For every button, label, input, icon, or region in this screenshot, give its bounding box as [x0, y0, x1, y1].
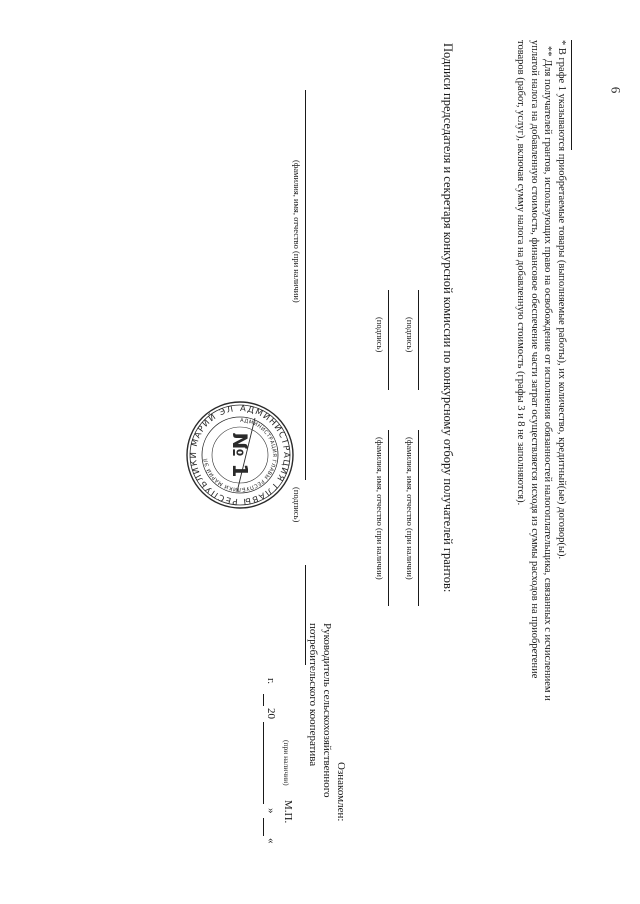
stamp-graphic: [185, 400, 295, 510]
date-year-prefix: 20: [265, 708, 277, 719]
secretary-signature-line: [388, 290, 389, 390]
head-signature-caption: (подпись): [292, 487, 302, 523]
official-stamp: [180, 400, 295, 510]
date-year-suffix: г.: [265, 678, 277, 685]
signatures-title: Подписи председателя и секретаря конкурсной комиссии по конкурсному отбору получателей грантов:: [441, 43, 455, 593]
head-name-caption: (фамилия, имя, отчество (при наличии): [292, 160, 302, 303]
secretary-name-line: [388, 430, 389, 606]
footnote-2: ** Для получателей грантов, использующих право на освобождение от исполнения обязанностей налогоплательщика, связанных с исчислением и: [542, 46, 554, 701]
position-line-1: Руководитель сельскохозяйственного: [321, 623, 333, 798]
date-close-quote: »: [265, 808, 277, 814]
footnote-3: уплатой налога на добавленную стоимость, финансовое обеспечение части затрат осуществляется исходя из суммы расходов на приобретение: [529, 40, 540, 679]
stamp-inner-text: АДМИНИСТРАЦИЯ ГЛАВЫ РЕСПУБЛИКИ МАРИЙ ЭЛ: [203, 417, 278, 493]
date-day-line: [263, 818, 264, 836]
date-year-line: [263, 694, 264, 706]
page-number: 6: [608, 86, 624, 94]
chair-signature-line: [418, 290, 419, 390]
secretary-signature-caption: (подпись): [375, 317, 385, 353]
chair-name-caption: (фамилия, имя, отчество (при наличии): [405, 437, 415, 580]
rotated-page-content: [20, 40, 620, 860]
date-open-quote: «: [265, 838, 277, 844]
mp-note: (при наличии): [282, 740, 291, 786]
chair-signature-caption: (подпись): [405, 317, 415, 353]
head-signature-line: [305, 565, 306, 665]
footnote-1: * В графе 1 указываются приобретаемые товары (выполняемые работы), их количество, кредитный(ые) договор(ы).: [556, 40, 567, 560]
date-month-line: [263, 722, 264, 804]
footnote-4: товаров (работ, услуг), включая сумму налога на добавленную стоимость (графы 3 и 8 не заполняются).: [515, 40, 527, 506]
chair-name-line: [418, 430, 419, 606]
position-line-2: потребительского кооператива: [307, 623, 319, 767]
stamp-outer-text: АДМИНИСТРАЦИЯ ГЛАВЫ РЕСПУБЛИКИ МАРИЙ ЭЛ: [188, 403, 292, 507]
stamp-number: № 1: [228, 432, 252, 478]
footnotes: [514, 40, 568, 701]
secretary-name-caption: (фамилия, имя, отчество (при наличии): [375, 437, 385, 580]
mp-label: М.П.: [282, 800, 294, 824]
head-name-line: [305, 90, 306, 480]
acquainted-label: Ознакомлен:: [335, 762, 347, 822]
footnote-rule: [571, 40, 572, 150]
